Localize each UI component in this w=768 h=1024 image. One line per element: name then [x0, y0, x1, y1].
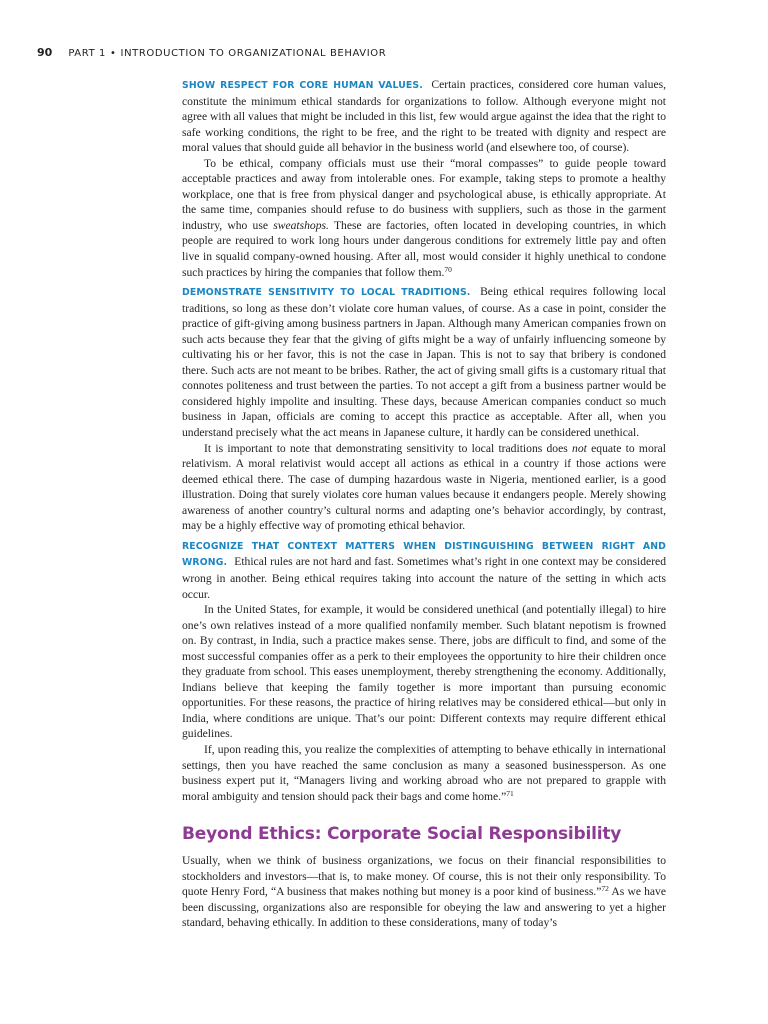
local-traditions-paragraph-2: It is important to note that demonstrating sensitivity to local traditions does not equate to moral relativism. A moral relativist would accept all actions as ethical in a country if those actions were deemed ethical there. The case of dumping hazardous waste in Nigeria, mentioned earlier, is a good illustration. Doing that surely violates core human values because it endangers people. Merely showing awareness of another country’s cultural norms and adapting one’s behavior accordingly, by contrast, may be a highly effective way of promoting ethical behavior.: [182, 441, 666, 533]
core-values-heading: SHOW RESPECT FOR CORE HUMAN VALUES.: [182, 80, 423, 91]
separator-bullet: •: [110, 48, 117, 59]
core-values-paragraph-1: [182, 77, 666, 156]
italic-term-not: not: [572, 441, 587, 455]
endnote-ref: 72: [601, 884, 609, 894]
body-text: [182, 77, 666, 931]
local-traditions-heading: DEMONSTRATE SENSITIVITY TO LOCAL TRADITIONS.: [182, 287, 471, 299]
endnote-ref: 70: [444, 264, 452, 274]
context-heading: RECOGNIZE THAT CONTEXT MATTERS WHEN DISTINGUISHING BETWEEN RIGHT AND WRONG.: [182, 540, 666, 569]
italic-term-sweatshops: sweatshops.: [273, 218, 329, 232]
context-paragraph-1: RECOGNIZE THAT CONTEXT MATTERS WHEN DISTINGUISHING BETWEEN RIGHT AND WRONG. Ethical rules are not hard and fast. Sometimes what’s right in one context may be considered wrong in another. Being ethical requires taking into account the nature of the setting in which acts occur.: [182, 540, 666, 601]
context-paragraph-2: In the United States, for example, it would be considered unethical (and potentially illegal) to hire one’s own relatives instead of a more qualified nonfamily member. Such blatant nepotism is frowned on. By contrast, in India, such a practice makes sense. There, jobs are difficult to find, and some of the most successful companies offer as a perk to their employees the opportunity to hire their children once they graduate from school. This eases unemployment, thereby strengthening the economy. Additionally, Indians believe that keeping the family together is more important than pursuing economic opportunities. For these reasons, the practice of hiring relatives may be considered ethical—but only in India, where conditions are unique. That’s our point: Different contexts may require different ethical guidelines.: [182, 603, 666, 741]
local-traditions-paragraph-1: DEMONSTRATE SENSITIVITY TO LOCAL TRADITIONS. Being ethical requires following local traditions, so long as these don’t violate core human values, of course. As a case in point, consider the practice of gift-giving among business partners in Japan. Although many American companies frown on such acts because they fear that the giving of gifts might be a way of unfairly influencing someone by cultivating his or her favor, this is not the case in Japan. This is not to say that bribery is condoned there. Such acts are not meant to be bribes. Rather, the act of giving small gifts is a customary ritual that connotes politeness and trust between the parties. To not accept a gift from a business partner would be considered highly impolite and insulting. These days, because American companies conduct so much business in Japan, officials are coming to accept this practice as acceptable. After all, when you understand precisely what the act means in Japanese culture, it hardly can be considered unethical.: [182, 285, 666, 440]
csr-paragraph-1: Usually, when we think of business organizations, we focus on their financial responsibilities to stockholders and investors—that is, to make money. Of course, this is not their only responsibility. To quote Henry Ford, “A business that makes nothing but money is a poor kind of business.”$^{72}$ As we have been discussing, organizations also are responsible for obeying the law and answering to yet a higher standard, behaving ethically. In addition to these considerations, many of today’s: [182, 854, 666, 930]
section-heading-csr: Beyond Ethics: Corporate Social Responsibility: [182, 824, 622, 845]
running-head: [37, 46, 386, 59]
endnote-ref: 71: [506, 788, 514, 798]
chapter-title: INTRODUCTION TO ORGANIZATIONAL BEHAVIOR: [120, 48, 387, 59]
page-number: 90: [37, 46, 53, 59]
core-values-paragraph-2: To be ethical, company officials must use their “moral compasses” to guide people toward acceptable practices and away from intolerable ones. For example, taking steps to promote a healthy workplace, one that is free from physical danger and psychological abuse, is ethically appropriate. At the same time, companies should refuse to do business with suppliers, such as those in the garment industry, who use sweatshops. These are factories, often located in developing countries, in which people are required to work long hours under dangerous conditions for extremely little pay and often live in squalid company-owned housing. After all, most would consider it highly unethical to condone such practices by hiring the companies that follow them.$^{70}$: [182, 156, 666, 279]
core-values-text-1: Certain practices, considered core human values, constitute the minimum ethical standards for organizations to follow. Although everyone might not agree with all values that might be included in this list, few would argue against the idea that the right to safe working conditions, the right to be free, and the right to be treated with dignity and respect are moral values that should guide all behavior in the business world (and elsewhere too, of course).: [182, 78, 666, 155]
part-label: PART 1: [68, 48, 107, 59]
context-paragraph-3: If, upon reading this, you realize the complexities of attempting to behave ethically in international settings, then you have reached the same conclusion as many a seasoned businessperson. As one business expert put it, “Managers living and working abroad who are not prepared to grapple with moral ambiguity and tension should pack their bags and come home.”$^{71}$: [182, 742, 666, 803]
